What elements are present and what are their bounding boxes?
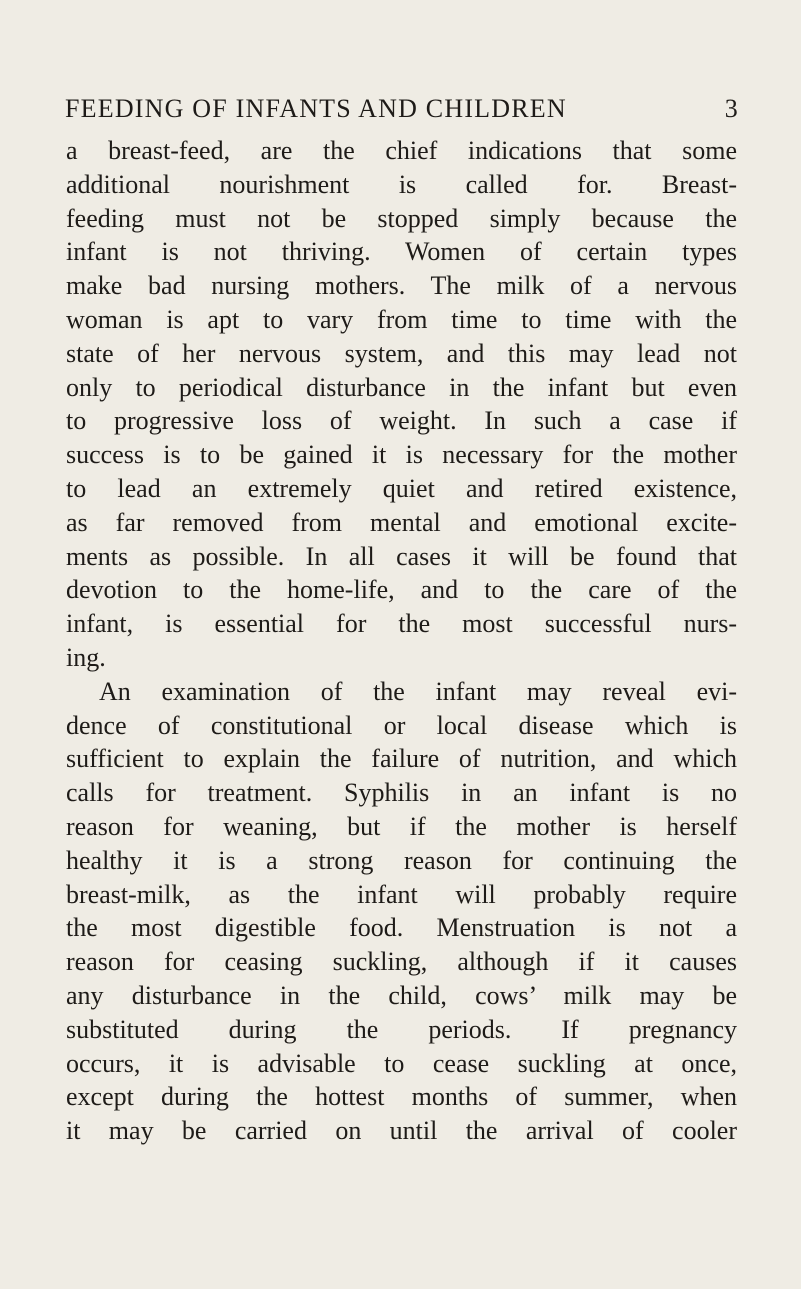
text-line: it may be carried on until the arrival of cooler — [66, 1116, 737, 1146]
text-line: dence of constitutional or local disease which is — [66, 710, 737, 740]
text-line: feeding must not be stopped simply because the — [66, 203, 737, 233]
text-line: calls for treatment. Syphilis in an infant is no — [66, 778, 737, 808]
text-line: additional nourishment is called for. Breast- — [66, 169, 737, 199]
text-line: only to periodical disturbance in the infant but even — [66, 372, 737, 402]
text-line: the most digestible food. Menstruation is not a — [66, 913, 737, 943]
paragraph-2 — [66, 675, 737, 1148]
text-line: ing. — [66, 642, 106, 672]
text-line: to lead an extremely quiet and retired existence, — [66, 473, 737, 503]
text-line: state of her nervous system, and this may lead not — [66, 338, 737, 368]
text-line: to progressive loss of weight. In such a case if — [66, 406, 737, 436]
text-line: breast-milk, as the infant will probably require — [66, 879, 737, 909]
text-line: sufficient to explain the failure of nutrition, and which — [66, 744, 737, 774]
text-line: infant, is essential for the most successful nurs- — [66, 609, 737, 639]
paragraph-1 — [66, 134, 737, 675]
body-text — [66, 134, 737, 1148]
text-line: occurs, it is advisable to cease suckling at once, — [66, 1048, 737, 1078]
text-line: An examination of the infant may reveal evi- — [99, 676, 737, 706]
text-line: devotion to the home-life, and to the care of the — [66, 575, 737, 605]
text-line: any disturbance in the child, cows’ milk may be — [66, 980, 737, 1010]
text-line: success is to be gained it is necessary for the mother — [66, 440, 737, 470]
text-line: infant is not thriving. Women of certain types — [66, 237, 737, 267]
running-head — [65, 94, 739, 130]
text-line: a breast-feed, are the chief indications that some — [66, 136, 737, 165]
running-head-title: FEEDING OF INFANTS AND CHILDREN — [65, 94, 567, 123]
text-line: ments as possible. In all cases it will be found that — [66, 541, 737, 571]
text-line: as far removed from mental and emotional excite- — [66, 507, 737, 537]
text-line: woman is apt to vary from time to time with the — [66, 304, 737, 334]
text-line: reason for weaning, but if the mother is herself — [66, 811, 737, 841]
text-line: healthy it is a strong reason for continuing the — [66, 845, 737, 875]
text-line: reason for ceasing suckling, although if it causes — [66, 947, 737, 977]
text-line: make bad nursing mothers. The milk of a nervous — [66, 271, 737, 301]
page-number: 3 — [724, 94, 739, 123]
text-line: substituted during the periods. If pregnancy — [66, 1014, 737, 1044]
text-line: except during the hottest months of summer, when — [66, 1082, 737, 1112]
